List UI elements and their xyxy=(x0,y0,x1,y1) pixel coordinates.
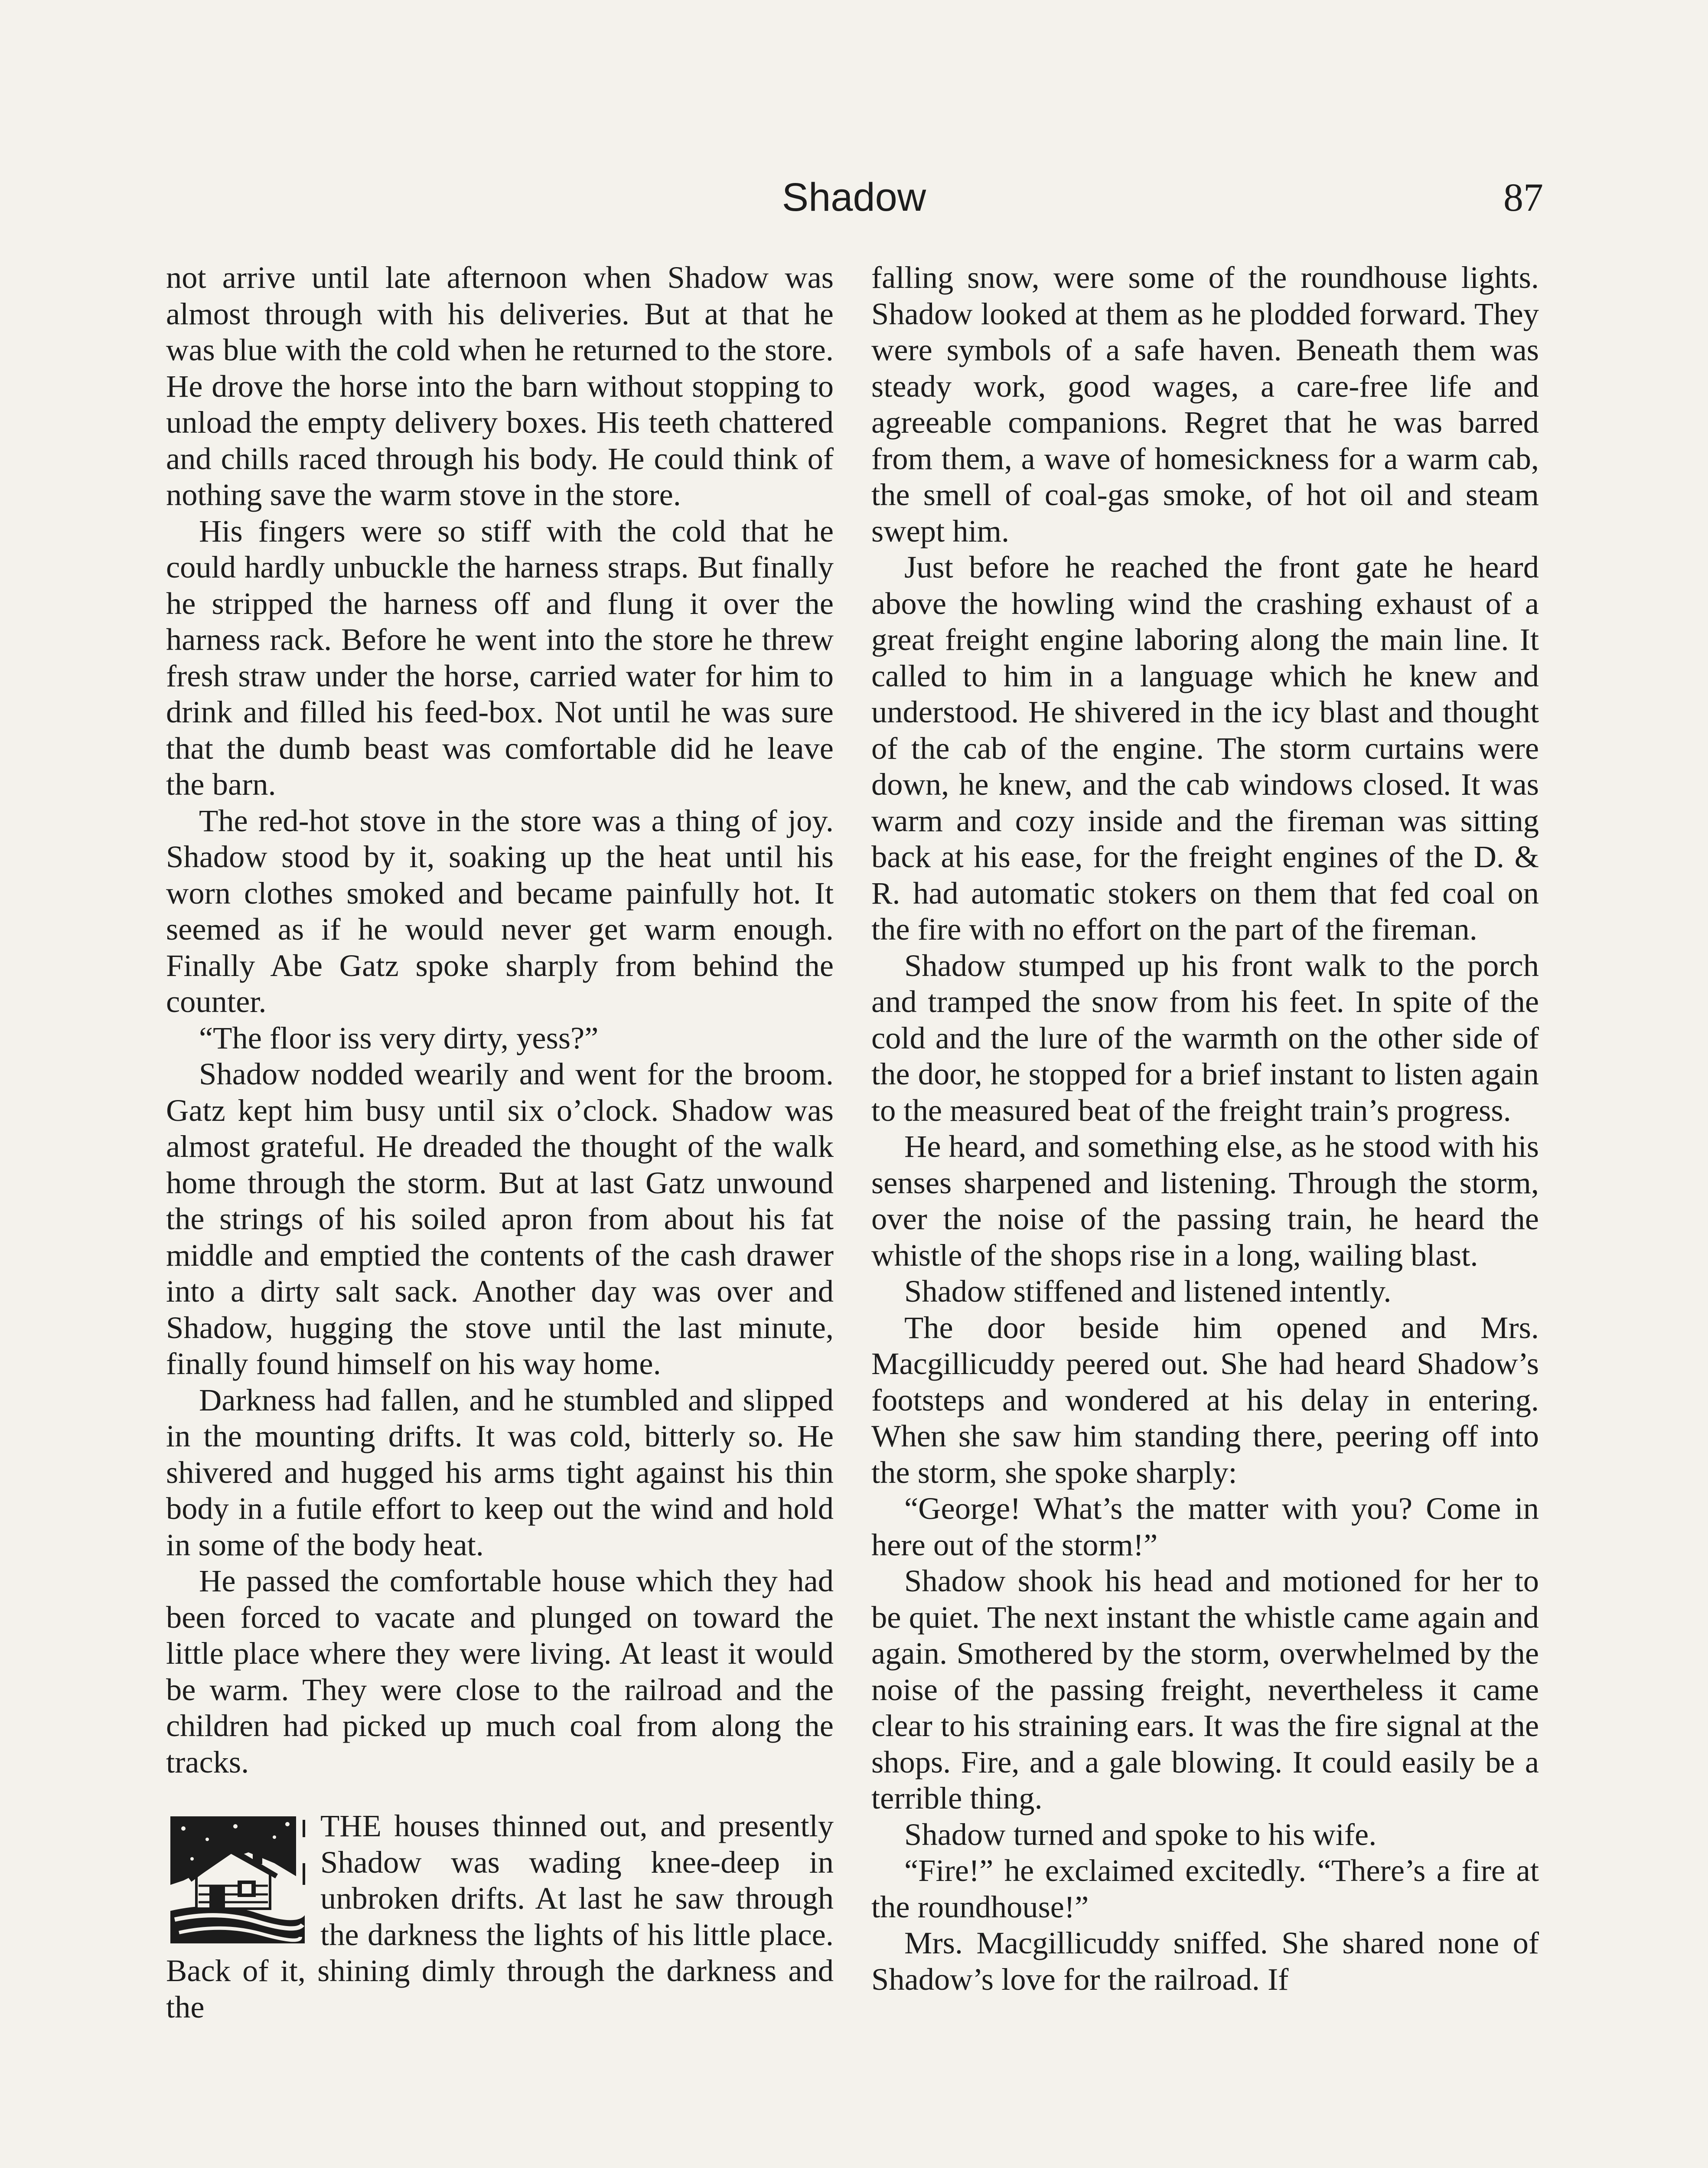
cabin-vignette-icon xyxy=(166,1811,309,1948)
running-head-title: Shadow xyxy=(782,175,926,219)
paragraph: “George! What’s the matter with you? Come in here out of the storm!” xyxy=(871,1491,1539,1562)
paragraph: His fingers were so stiff with the cold that he could hardly unbuckle the harness straps. But finally he stripped the harness off and flung it over the harness rack. Before he went into the store he threw fresh straw under the horse, carried water for him to drink and filled his feed-box. Not until he was sure that the dumb beast was comfortable did he leave the barn. xyxy=(166,513,834,802)
paragraph: Darkness had fallen, and he stumbled and slipped in the mounting drifts. It was cold, bitterly so. He shivered and hugged his arms tight against his thin body in a futile effort to keep out the wind and hold in some of the body heat. xyxy=(166,1382,834,1562)
left-column xyxy=(166,259,834,2168)
section-opening xyxy=(166,1808,834,2025)
paragraph: Shadow shook his head and motioned for her to be quiet. The next instant the whistle came again and again. Smothered by the storm, overwhelmed by the noise of the passing freight, nevertheless it came clear to his straining ears. It was the fire signal at the shops. Fire, and a gale blowing. It could easily be a terrible thing. xyxy=(871,1563,1539,1815)
paragraph: He passed the comfortable house which they had been forced to vacate and plunged on toward the little place where they were living. At least it would be warm. They were close to the railroad and the children had picked up much coal from along the tracks. xyxy=(166,1563,834,1779)
paragraph: Shadow turned and spoke to his wife. xyxy=(904,1816,1377,1852)
paragraph: falling snow, were some of the roundhouse lights. Shadow looked at them as he plodded forward. They were symbols of a safe haven. Beneath them was steady work, good wages, a care-free life and agreeable companions. Regret that he was barred from them, a wave of homesickness for a warm cab, the smell of coal-gas smoke, of hot oil and steam swept him. xyxy=(871,260,1539,549)
paragraph: Just before he reached the front gate he heard above the howling wind the crashing exhaust of a great freight engine laboring along the main line. It called to him in a language which he knew and understood. He shivered in the icy blast and thought of the cab of the engine. The storm curtains were down, he knew, and the cab windows closed. It was warm and cozy inside and the fireman was sitting back at his ease, for the freight engines of the D. & R. had automatic stokers on them that fed coal on the fire with no effort on the part of the fireman. xyxy=(871,549,1539,947)
paragraph: Shadow stiffened and listened intently. xyxy=(904,1273,1392,1309)
page-number: 87 xyxy=(1503,175,1543,219)
paragraph: The red-hot stove in the store was a thing of joy. Shadow stood by it, soaking up the heat until his worn clothes smoked and became painfully hot. It seemed as if he would never get warm enough. Finally Abe Gatz spoke sharply from behind the counter. xyxy=(166,803,834,1019)
paragraph: “The floor iss very dirty, yess?” xyxy=(199,1020,599,1055)
paragraph: Shadow stumped up his front walk to the porch and tramped the snow from his feet. In spite of the cold and the lure of the warmth on the other side of the door, he stopped for a brief instant to listen again to the measured beat of the freight train’s progress. xyxy=(871,947,1539,1128)
paragraph: “Fire!” he exclaimed excitedly. “There’s a fire at the roundhouse!” xyxy=(871,1853,1539,1924)
paragraph: Mrs. Macgillicuddy sniffed. She shared none of Shadow’s love for the railroad. If xyxy=(871,1925,1539,1997)
section-opening-text: THE houses thinned out, and presently Shadow was wading knee-deep in unbroken drifts. At last he saw through the darkness the lights of his little place. Back of it, shining dimly through the darkness and the xyxy=(166,1808,834,2024)
paragraph: He heard, and something else, as he stood with his senses sharpened and listening. Through the storm, over the noise of the passing train, he heard the whistle of the shops rise in a long, wailing blast. xyxy=(871,1129,1539,1273)
right-column xyxy=(871,259,1539,2168)
paragraph: The door beside him opened and Mrs. Macgillicuddy peered out. She had heard Shadow’s footsteps and wondered at his delay in entering. When she saw him standing there, peering off into the storm, she spoke sharply: xyxy=(871,1309,1539,1490)
paragraph: Shadow nodded wearily and went for the broom. Gatz kept him busy until six o’clock. Shadow was almost grateful. He dreaded the thought of the walk home through the storm. But at last Gatz unwound the strings of his soiled apron from about his fat middle and emptied the contents of the cash drawer into a dirty salt sack. Another day was over and Shadow, hugging the stove until the last minute, finally found himself on his way home. xyxy=(166,1056,834,1381)
paragraph: not arrive until late afternoon when Shadow was almost through with his deliveries. But at that he was blue with the cold when he returned to the store. He drove the horse into the barn without stopping to unload the empty delivery boxes. His teeth chattered and chills raced through his body. He could think of nothing save the warm stove in the store. xyxy=(166,260,834,512)
